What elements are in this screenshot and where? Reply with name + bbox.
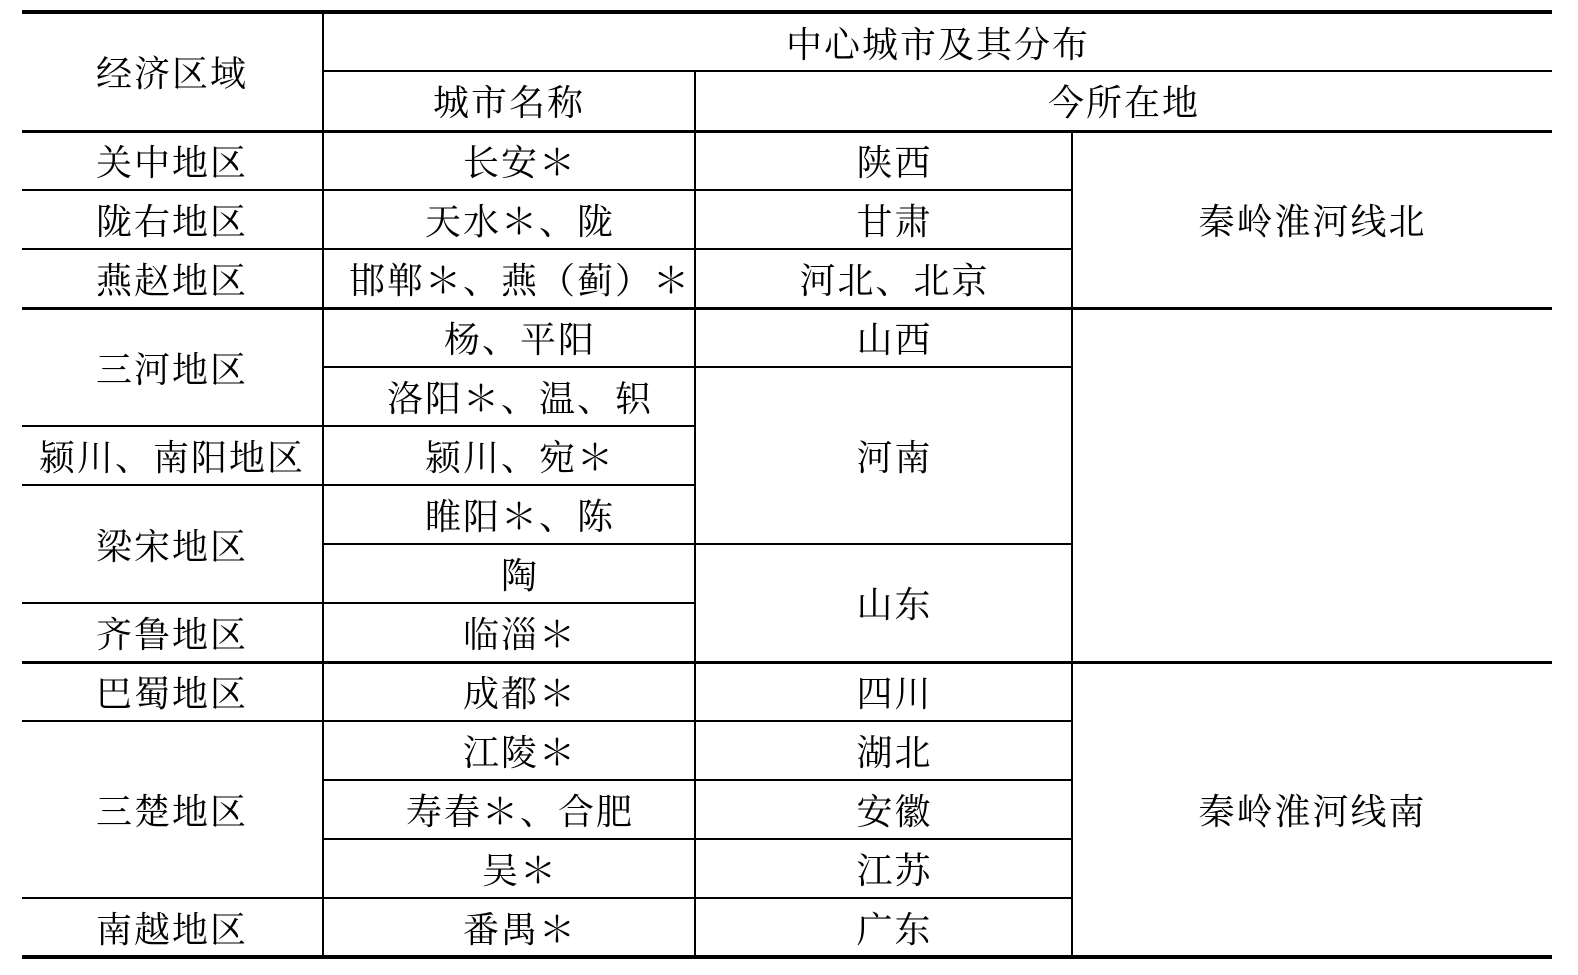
province-cell bbox=[695, 308, 1072, 367]
region-cell: 三河地区 bbox=[22, 308, 323, 426]
zone-cell-middle bbox=[1072, 308, 1552, 662]
region-cell: 梁宋地区 bbox=[22, 485, 323, 603]
province-text: 河北、北京 bbox=[799, 260, 990, 301]
economic-regions-table bbox=[22, 10, 1552, 959]
city-text: 洛阳＊、温、轵 bbox=[386, 379, 653, 419]
province-cell bbox=[695, 898, 1072, 957]
city-cell bbox=[323, 721, 695, 780]
region-cell: 齐鲁地区 bbox=[22, 603, 323, 662]
province-text: 广东 bbox=[856, 909, 933, 950]
province-cell bbox=[695, 721, 1072, 780]
region-cell: 关中地区 bbox=[22, 131, 323, 190]
header-current-location: 今所在地 bbox=[695, 71, 1552, 131]
province-text: 陕西 bbox=[856, 143, 933, 184]
city-cell bbox=[323, 367, 695, 426]
city-cell bbox=[323, 249, 695, 308]
city-cell bbox=[323, 485, 695, 544]
province-cell bbox=[695, 190, 1072, 249]
city-text: 吴＊ bbox=[481, 851, 558, 891]
city-cell bbox=[323, 898, 695, 957]
region-cell: 巴蜀地区 bbox=[22, 662, 323, 721]
city-cell bbox=[323, 662, 695, 721]
city-text: 番禺＊ bbox=[462, 909, 577, 950]
city-text: 陶 bbox=[500, 556, 539, 596]
economic-regions-table-container bbox=[22, 10, 1552, 959]
city-text: 颍川、宛＊ bbox=[424, 438, 615, 478]
city-cell bbox=[323, 603, 695, 662]
province-text: 山东 bbox=[856, 585, 933, 626]
province-cell bbox=[695, 780, 1072, 839]
zone-cell-south: 秦岭淮河线南 bbox=[1072, 662, 1552, 957]
province-cell bbox=[695, 662, 1072, 721]
city-text: 成都＊ bbox=[462, 674, 577, 715]
province-cell bbox=[695, 839, 1072, 898]
city-cell bbox=[323, 780, 695, 839]
city-text: 邯郸＊、燕（蓟）＊ bbox=[348, 260, 691, 301]
city-text: 寿春＊、合肥 bbox=[405, 792, 634, 832]
region-cell: 燕赵地区 bbox=[22, 249, 323, 308]
city-text: 临淄＊ bbox=[462, 614, 577, 655]
province-cell bbox=[695, 131, 1072, 190]
region-cell: 三楚地区 bbox=[22, 721, 323, 898]
province-text: 四川 bbox=[856, 674, 933, 715]
city-text: 杨、平阳 bbox=[443, 320, 596, 361]
city-text: 江陵＊ bbox=[462, 733, 577, 773]
province-cell bbox=[695, 544, 1072, 662]
header-city-name: 城市名称 bbox=[323, 71, 695, 131]
city-text: 天水＊、陇 bbox=[424, 202, 615, 242]
city-text: 长安＊ bbox=[462, 143, 577, 184]
region-cell: 陇右地区 bbox=[22, 190, 323, 249]
zone-cell-north: 秦岭淮河线北 bbox=[1072, 131, 1552, 308]
region-cell: 南越地区 bbox=[22, 898, 323, 957]
province-text: 安徽 bbox=[856, 792, 933, 832]
city-cell bbox=[323, 131, 695, 190]
province-cell bbox=[695, 249, 1072, 308]
header-central-cities: 中心城市及其分布 bbox=[323, 12, 1552, 71]
city-cell bbox=[323, 544, 695, 603]
province-text: 河南 bbox=[856, 438, 933, 478]
province-cell bbox=[695, 367, 1072, 544]
city-cell bbox=[323, 839, 695, 898]
city-cell bbox=[323, 190, 695, 249]
city-text: 睢阳＊、陈 bbox=[424, 497, 615, 537]
province-text: 湖北 bbox=[856, 733, 933, 773]
province-text: 江苏 bbox=[856, 851, 933, 891]
province-text: 山西 bbox=[856, 320, 933, 361]
city-cell bbox=[323, 308, 695, 367]
header-economic-region: 经济区域 bbox=[22, 12, 323, 131]
region-cell: 颍川、南阳地区 bbox=[22, 426, 323, 485]
city-cell bbox=[323, 426, 695, 485]
province-text: 甘肃 bbox=[856, 202, 933, 242]
